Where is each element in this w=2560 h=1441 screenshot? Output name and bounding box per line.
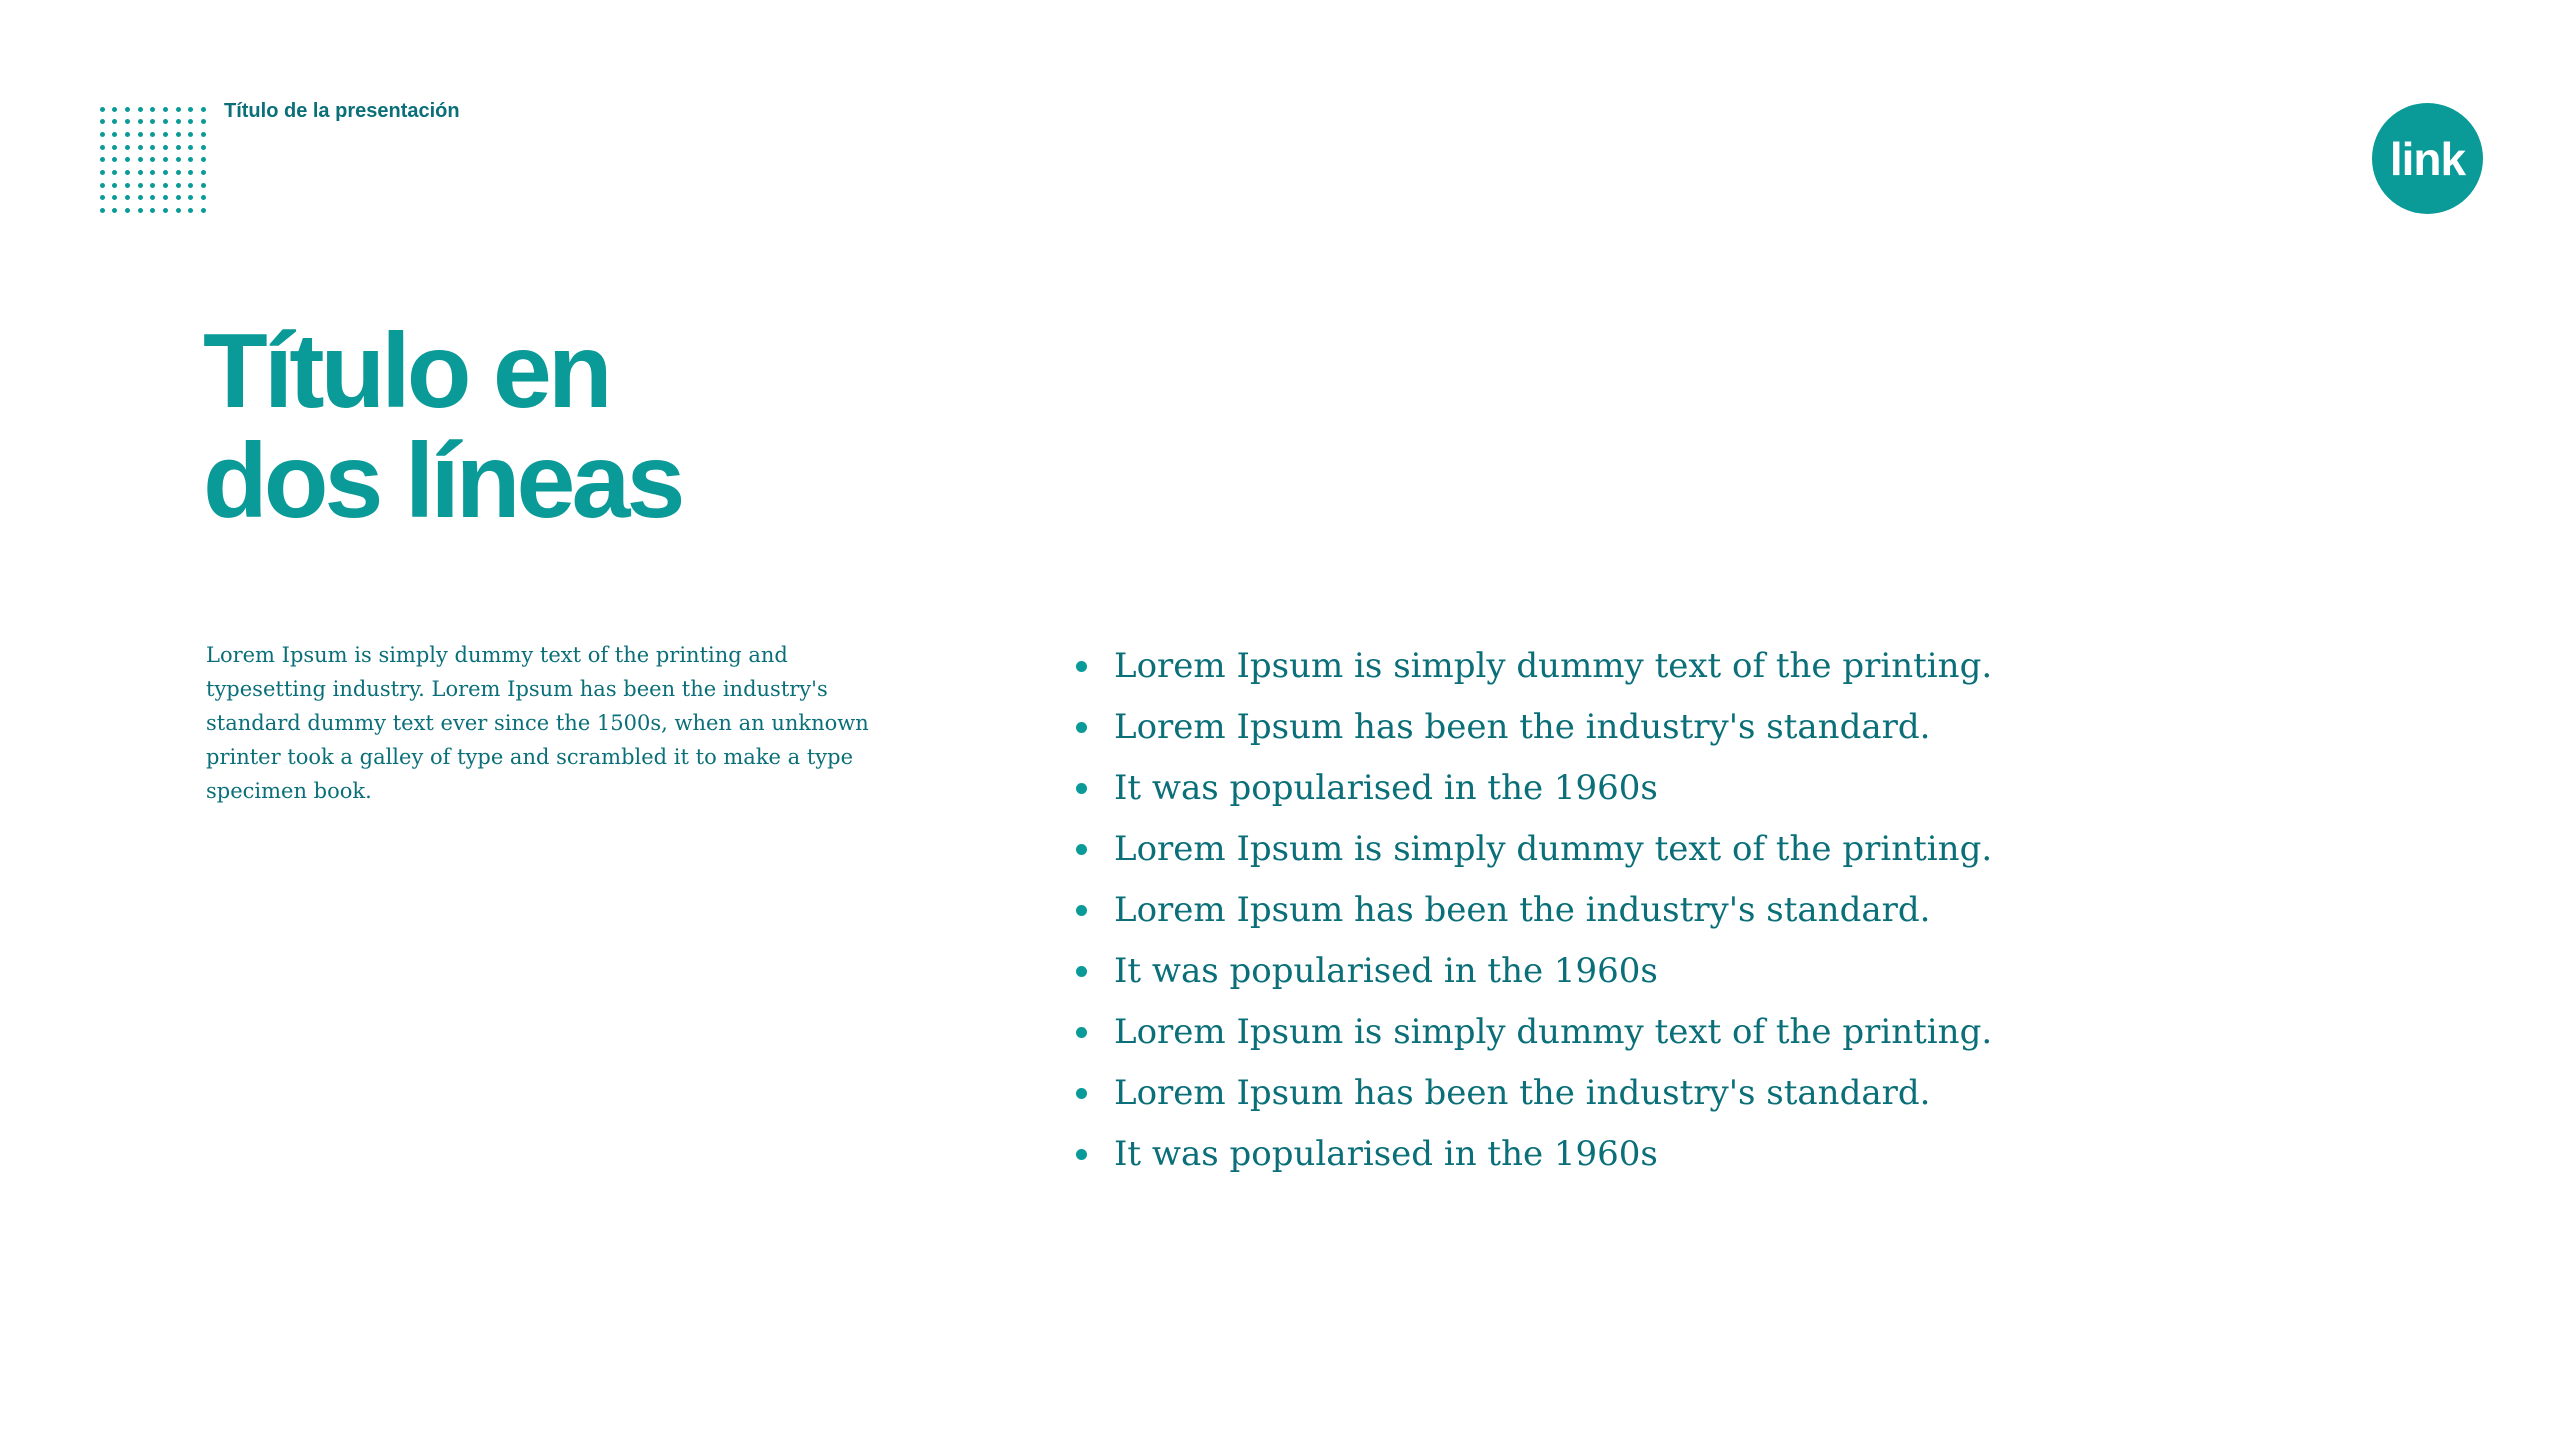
- grid-dot: [201, 170, 206, 175]
- grid-dot: [125, 157, 130, 162]
- bullet-dot-icon: [1076, 905, 1087, 916]
- bullet-item: [1076, 697, 1992, 758]
- grid-dot: [125, 183, 130, 188]
- grid-dot: [100, 195, 105, 200]
- grid-dot: [112, 119, 117, 124]
- grid-dot: [125, 145, 130, 150]
- grid-dot: [163, 183, 168, 188]
- bullet-text: Lorem Ipsum is simply dummy text of the printing.: [1114, 646, 1993, 686]
- grid-dot: [188, 107, 193, 112]
- grid-dot: [201, 107, 206, 112]
- grid-dot: [176, 132, 181, 137]
- bullet-text: Lorem Ipsum is simply dummy text of the printing.: [1114, 829, 1993, 869]
- bullet-dot-icon: [1076, 783, 1087, 794]
- grid-dot: [100, 107, 105, 112]
- grid-dot: [150, 119, 155, 124]
- grid-dot: [188, 132, 193, 137]
- grid-dot: [125, 132, 130, 137]
- grid-dot: [163, 119, 168, 124]
- grid-dot: [138, 145, 143, 150]
- grid-dot: [125, 119, 130, 124]
- bullet-dot-icon: [1076, 1027, 1087, 1038]
- bullet-text: Lorem Ipsum is simply dummy text of the printing.: [1114, 1012, 1993, 1052]
- grid-dot: [176, 208, 181, 213]
- bullet-dot-icon: [1076, 844, 1087, 855]
- bullet-item: [1076, 880, 1992, 941]
- grid-dot: [188, 170, 193, 175]
- bullet-item: [1076, 819, 1992, 880]
- grid-dot: [176, 170, 181, 175]
- grid-dot: [188, 195, 193, 200]
- grid-dot: [163, 145, 168, 150]
- grid-dot: [138, 208, 143, 213]
- grid-dot: [100, 157, 105, 162]
- grid-dot: [163, 157, 168, 162]
- bullet-dot-icon: [1076, 1088, 1087, 1099]
- grid-dot: [138, 107, 143, 112]
- bullet-item: [1076, 1063, 1992, 1124]
- grid-dot: [112, 157, 117, 162]
- bullet-list: [1076, 636, 1992, 1185]
- bullet-text: It was popularised in the 1960s: [1114, 1134, 1658, 1174]
- presentation-title: Título de la presentación: [224, 100, 460, 122]
- bullet-text: It was popularised in the 1960s: [1114, 951, 1658, 991]
- grid-dot: [100, 208, 105, 213]
- grid-dot: [176, 157, 181, 162]
- grid-dot: [176, 145, 181, 150]
- grid-dot: [112, 170, 117, 175]
- grid-dot: [176, 119, 181, 124]
- slide-title: [203, 312, 682, 540]
- grid-dot: [188, 145, 193, 150]
- grid-dot: [150, 208, 155, 213]
- grid-dot: [150, 157, 155, 162]
- grid-dot: [100, 170, 105, 175]
- grid-dot: [112, 208, 117, 213]
- grid-dot: [112, 132, 117, 137]
- bullet-text: Lorem Ipsum has been the industry's standard.: [1114, 707, 1931, 747]
- bullet-text: Lorem Ipsum has been the industry's standard.: [1114, 890, 1931, 930]
- grid-dot: [176, 195, 181, 200]
- bullet-item: [1076, 941, 1992, 1002]
- bullet-dot-icon: [1076, 966, 1087, 977]
- grid-dot: [176, 183, 181, 188]
- grid-dot: [100, 119, 105, 124]
- grid-dot: [138, 170, 143, 175]
- grid-dot: [125, 170, 130, 175]
- grid-dot: [201, 132, 206, 137]
- grid-dot: [112, 195, 117, 200]
- intro-paragraph: Lorem Ipsum is simply dummy text of the printing and typesetting industry. Lorem Ipsum has been the industry's standard dummy text ever since the 1500s, when an unknown printer took a galley of type and scrambled it to make a type specimen book.: [206, 643, 869, 803]
- grid-dot: [188, 119, 193, 124]
- grid-dot: [138, 132, 143, 137]
- grid-dot: [112, 145, 117, 150]
- grid-dot: [163, 195, 168, 200]
- grid-dot: [163, 208, 168, 213]
- slide-title-line-1: Título en: [203, 312, 609, 430]
- grid-dot: [201, 157, 206, 162]
- grid-dot: [100, 132, 105, 137]
- grid-dot: [176, 107, 181, 112]
- bullet-text: Lorem Ipsum has been the industry's standard.: [1114, 1073, 1931, 1113]
- grid-dot: [112, 183, 117, 188]
- bullet-dot-icon: [1076, 661, 1087, 672]
- grid-dot: [125, 208, 130, 213]
- grid-dot: [150, 183, 155, 188]
- grid-dot: [150, 107, 155, 112]
- bullet-item: [1076, 1002, 1992, 1063]
- bullet-dot-icon: [1076, 722, 1087, 733]
- grid-dot: [150, 132, 155, 137]
- slide-title-line-2: dos líneas: [203, 422, 682, 540]
- logo-text: link: [2389, 132, 2466, 185]
- bullet-item: [1076, 1124, 1992, 1185]
- grid-dot: [163, 132, 168, 137]
- grid-dot: [201, 183, 206, 188]
- grid-dot: [201, 208, 206, 213]
- grid-dot: [150, 195, 155, 200]
- grid-dot: [100, 145, 105, 150]
- grid-dot: [201, 145, 206, 150]
- dot-grid-icon: [96, 103, 210, 217]
- grid-dot: [125, 107, 130, 112]
- grid-dot: [201, 195, 206, 200]
- grid-dot: [138, 119, 143, 124]
- grid-dot: [138, 195, 143, 200]
- bullet-item: [1076, 636, 1992, 697]
- grid-dot: [138, 183, 143, 188]
- grid-dot: [163, 170, 168, 175]
- link-logo: [2372, 103, 2483, 214]
- grid-dot: [188, 157, 193, 162]
- grid-dot: [138, 157, 143, 162]
- bullet-item: [1076, 758, 1992, 819]
- grid-dot: [163, 107, 168, 112]
- bullet-text: It was popularised in the 1960s: [1114, 768, 1658, 808]
- grid-dot: [188, 183, 193, 188]
- grid-dot: [188, 208, 193, 213]
- grid-dot: [201, 119, 206, 124]
- grid-dot: [150, 170, 155, 175]
- bullet-dot-icon: [1076, 1149, 1087, 1160]
- grid-dot: [125, 195, 130, 200]
- grid-dot: [150, 145, 155, 150]
- grid-dot: [100, 183, 105, 188]
- grid-dot: [112, 107, 117, 112]
